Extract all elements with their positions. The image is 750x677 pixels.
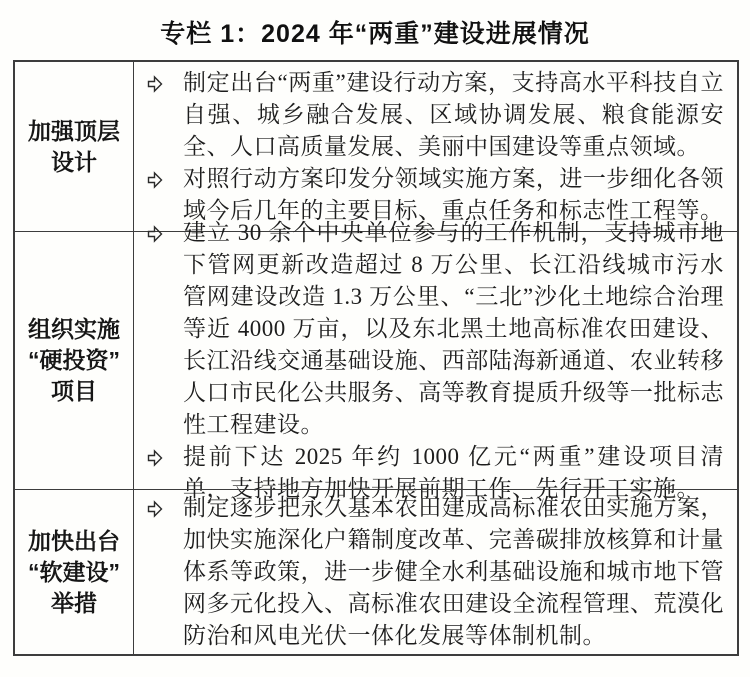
bullet-text: 提前下达 2025 年约 1000 亿元“两重”建设项目清单，支持地方加快开展前期工作、先行开工实施。 [183,443,724,501]
table-row [15,219,737,501]
row-category [15,62,134,231]
category-line: 组织实施 [28,316,120,342]
bullet-item [142,492,724,652]
category-line: 设计 [51,148,97,175]
bullet-arrow-icon [142,492,183,518]
bullet-arrow-icon [142,67,183,93]
category-line: 项目 [51,378,97,404]
category-line: 加快出台 [28,527,120,554]
bullet-arrow-icon [142,441,183,467]
box-title: 专栏 1：2024 年“两重”建设进展情况 [160,20,590,48]
row-details [134,219,737,501]
bullet-item [142,67,724,163]
row-category [15,232,134,489]
bullet-arrow-icon [142,217,183,243]
bullet-arrow-icon [142,163,183,189]
bullet-text: 对照行动方案印发分领域实施方案，进一步细化各领域今后几年的主要目标、重点任务和标志性工程等。 [183,165,724,223]
progress-table [13,60,739,656]
category-line: “软建设” [28,558,120,585]
row-category [15,490,134,654]
table-row [15,489,737,654]
category-line: 举措 [51,589,97,616]
bullet-text: 制定逐步把永久基本农田建成高标准农田实施方案，加快实施深化户籍制度改革、完善碳排放核算和计量体系等政策，进一步健全水利基础设施和城市地下管网多元化投入、高标准农田建设全流程管理、荒漠化防治和风电光伏一体化发展等体制机制。 [183,495,724,648]
category-line: “硬投资” [28,347,120,373]
table-row [15,62,737,231]
bullet-text: 制定出台“两重”建设行动方案，支持高水平科技自立自强、城乡融合发展、区域协调发展、粮食能源安全、人口高质量发展、美丽中国建设等重点领域。 [183,69,724,159]
bullet-text: 建立 30 余个中央单位参与的工作机制，支持城市地下管网更新改造超过 8 万公里、长江沿线城市污水管网建设改造 1.3 万公里、“三北”沙化土地综合治理等近 4000 万亩，以及东北黑土地高标准农田建设、长江沿线交通基础设施、西部陆海新通道、农业转移人口市民化公共服务、高等教育提质升级等一批标志性工程建设。 [183,219,724,437]
category-line: 加强顶层 [28,117,120,144]
row-details [134,490,737,654]
row-details [134,62,737,231]
bullet-item [142,217,724,441]
